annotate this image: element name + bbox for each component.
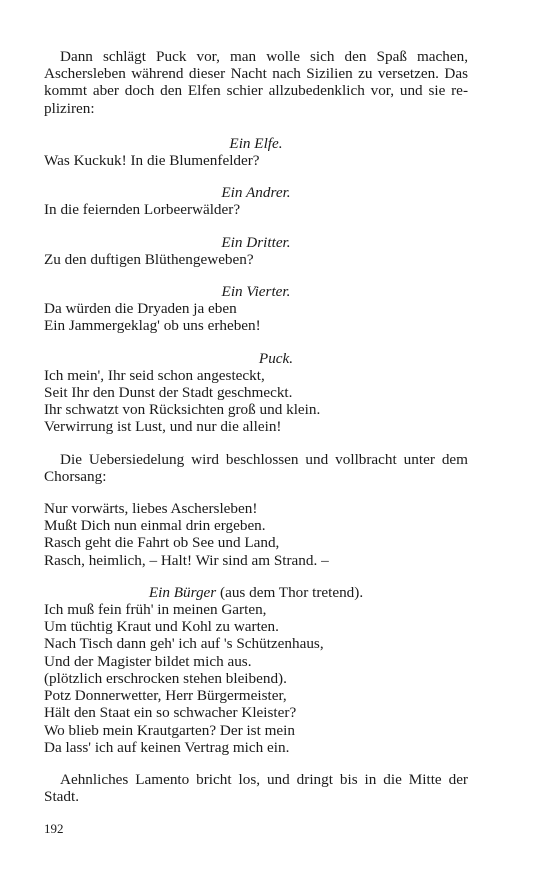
verse-line: Mußt Dich nun einmal drin ergeben. — [44, 517, 266, 535]
verse-line: Seit Ihr den Dunst der Stadt geschmeckt. — [44, 384, 293, 402]
verse-line: Ich muß fein früh' in meinen Garten, — [44, 601, 267, 619]
speaker-puck — [44, 350, 468, 367]
verse-line: Um tüchtig Kraut und Kohl zu warten. — [44, 618, 279, 636]
speaker-name: Ein Dritter. — [221, 233, 291, 251]
verse-buerger — [44, 601, 468, 756]
verse-line: Zu den duftigen Blüthengeweben? — [44, 250, 254, 268]
speaker-name: Ein Elfe. — [229, 134, 283, 152]
paragraph-intro: Dann schlägt Puck vor, man wolle sich den Spaß machen, Aschersleben während dieser Nacht nach Sizilien zu versetzen. Das kommt aber doch den Elfen schier allzubedenklich vor, und sie repliziren: — [44, 48, 468, 117]
speaker-name: Ein Bürger — [148, 583, 217, 601]
verse-line: Nur vorwärts, liebes Aschersleben! — [44, 500, 258, 518]
speaker-dritter — [44, 234, 468, 251]
verse-dritter — [44, 251, 468, 268]
speaker-name: Ein Vierter. — [221, 283, 291, 301]
verse-elfe — [44, 152, 468, 169]
verse-andrer — [44, 201, 468, 218]
verse-line: (plötzlich erschrocken stehen bleibend). — [44, 669, 287, 687]
speaker-buerger — [44, 584, 468, 601]
verse-line: Ein Jammergeklag' ob uns erheben! — [44, 317, 261, 335]
paragraph-uebersiedelung: Die Uebersiedelung wird beschlossen und vollbracht unter dem Chorsang: — [44, 450, 468, 485]
verse-line: Und der Magister bildet mich aus. — [44, 652, 252, 670]
verse-line: Da lass' ich auf keinen Vertrag mich ein. — [44, 738, 290, 756]
page-number: 192 — [44, 821, 64, 836]
paragraph-lamento: Aehnliches Lamento bricht los, und dringt bis in die Mitte der Stadt. — [44, 770, 468, 806]
verse-line: Wo blieb mein Krautgarten? Der ist mein — [44, 721, 295, 739]
verse-line: Nach Tisch dann geh' ich auf 's Schützenhaus, — [44, 635, 324, 653]
verse-puck — [44, 367, 468, 436]
verse-line: Rasch, heimlich, – Halt! Wir sind am Strand. – — [44, 551, 329, 569]
verse-line: Potz Donnerwetter, Herr Bürgermeister, — [44, 687, 287, 705]
book-page — [44, 48, 468, 805]
speaker-andrer — [44, 184, 468, 201]
verse-line: Da würden die Dryaden ja eben — [44, 300, 237, 318]
verse-line: Hält den Staat ein so schwacher Kleister? — [44, 704, 297, 722]
verse-line: Verwirrung ist Lust, und nur die allein! — [44, 418, 282, 436]
verse-line: Ihr schwatzt von Rücksichten groß und klein. — [44, 401, 321, 419]
speaker-vierter — [44, 283, 468, 300]
stage-direction: (aus dem Thor tretend). — [216, 583, 364, 601]
verse-vierter — [44, 300, 468, 334]
speaker-elfe — [44, 135, 468, 152]
verse-line: Rasch geht die Fahrt ob See und Land, — [44, 534, 280, 552]
verse-line: Ich mein', Ihr seid schon angesteckt, — [44, 366, 265, 384]
verse-line: In die feiernden Lorbeerwälder? — [44, 201, 241, 219]
speaker-name: Ein Andrer. — [221, 184, 291, 202]
verse-chorsang — [44, 500, 468, 569]
speaker-name: Puck. — [258, 349, 294, 367]
verse-line: Was Kuckuk! In die Blumenfelder? — [44, 152, 260, 170]
